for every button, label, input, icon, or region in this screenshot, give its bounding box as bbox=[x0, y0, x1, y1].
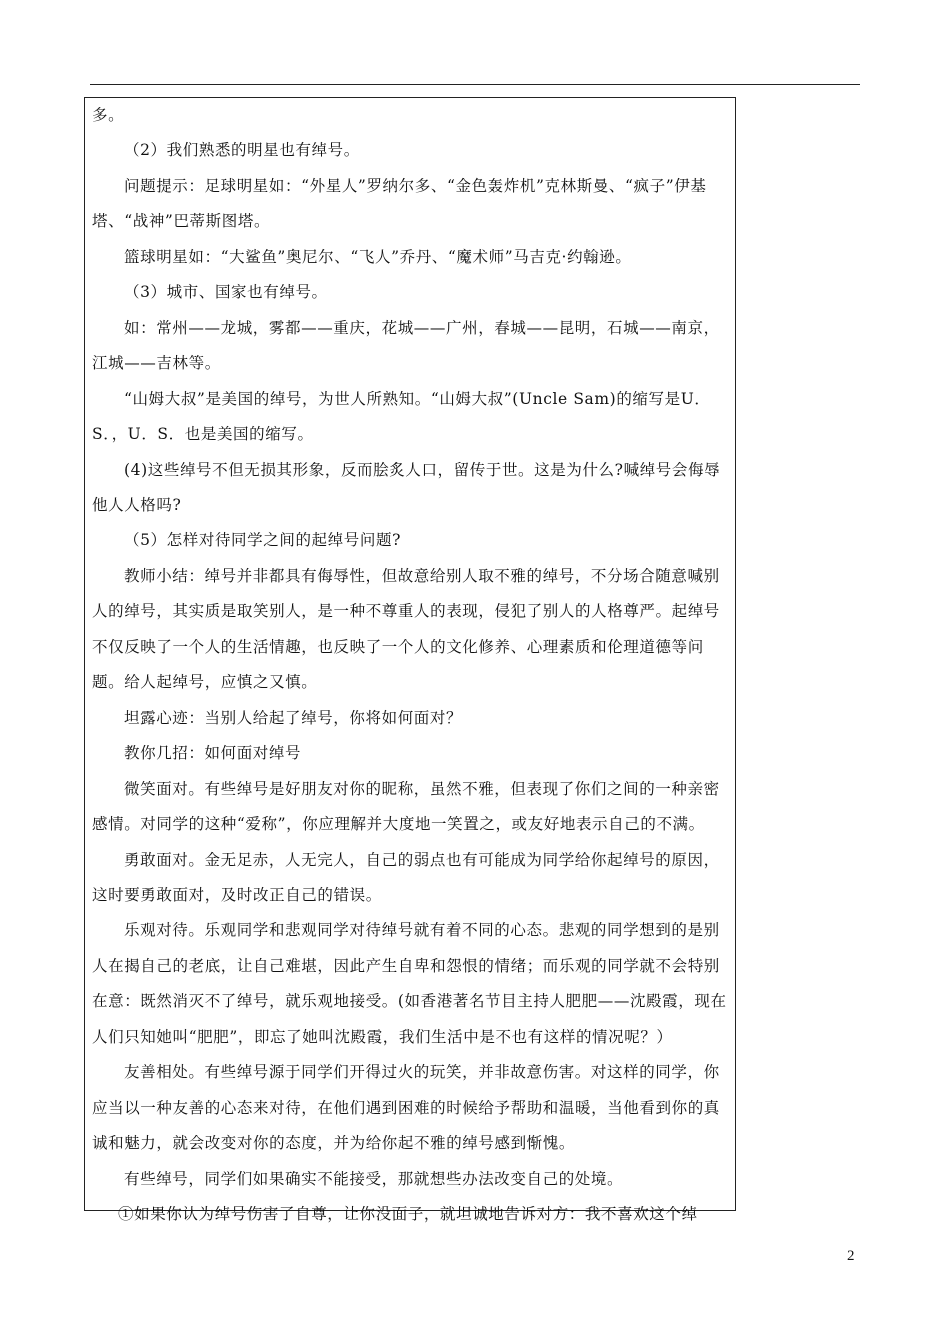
paragraph: 微笑面对。有些绰号是好朋友对你的昵称，虽然不雅，但表现了你们之间的一种亲密感情。对同学的这种“爱称”，你应理解并大度地一笑置之，或友好地表示自己的不满。 bbox=[92, 779, 720, 834]
paragraph: 有些绰号，同学们如果确实不能接受，那就想些办法改变自己的处境。 bbox=[124, 1169, 624, 1188]
paragraph: 篮球明星如：“大鲨鱼”奥尼尔、“飞人”乔丹、“魔术师”马吉克·约翰逊。 bbox=[124, 247, 632, 266]
paragraph: 勇敢面对。金无足赤，人无完人，自己的弱点也有可能成为同学给你起绰号的原因，这时要勇敢面对，及时改正自己的错误。 bbox=[92, 850, 720, 904]
header-rule bbox=[90, 84, 860, 85]
paragraph: 教师小结：绰号并非都具有侮辱性，但故意给别人取不雅的绰号，不分场合随意喊别人的绰号，其实质是取笑别人，是一种不尊重人的表现，侵犯了别人的人格尊严。起绰号不仅反映了一个人的生活情趣，也反映了一个人的文化修养、心理素质和伦理道德等问题。给人起绰号，应慎之又慎。 bbox=[92, 566, 720, 692]
paragraph: （5）怎样对待同学之间的起绰号问题? bbox=[124, 531, 401, 550]
paragraph: 多。 bbox=[92, 106, 125, 124]
paragraph: (4)这些绰号不但无损其形象，反而脍炙人口，留传于世。这是为什么?喊绰号会侮辱他人人格吗? bbox=[92, 460, 721, 514]
paragraph: 问题提示：足球明星如：“外星人”罗纳尔多、“金色轰炸机”克林斯曼、“疯子”伊基塔、“战神”巴蒂斯图塔。 bbox=[92, 176, 707, 231]
paragraph: “山姆大叔”是美国的绰号，为世人所熟知。“山姆大叔”(Uncle Sam)的缩写是U．S．，U．S．也是美国的缩写。 bbox=[92, 389, 711, 444]
page-number: 2 bbox=[847, 1248, 855, 1264]
paragraph: 如：常州——龙城，雾都——重庆，花城——广州，春城——昆明，石城——南京，江城——吉林等。 bbox=[92, 318, 720, 373]
document-body bbox=[92, 98, 732, 1233]
paragraph: 乐观对待。乐观同学和悲观同学对待绰号就有着不同的心态。悲观的同学想到的是别人在揭自己的老底，让自己难堪，因此产生自卑和怨恨的情绪；而乐观的同学就不会特别在意：既然消灭不了绰号，就乐观地接受。(如香港著名节目主持人肥肥——沈殿霞，现在人们只知她叫“肥肥”，即忘了她叫沈殿霞，我们生活中是不也有这样的情况呢？） bbox=[92, 921, 727, 1046]
paragraph: 坦露心迹：当别人给起了绰号，你将如何面对？ bbox=[124, 708, 463, 727]
paragraph: （2）我们熟悉的明星也有绰号。 bbox=[124, 141, 360, 160]
paragraph: 友善相处。有些绰号源于同学们开得过火的玩笑，并非故意伤害。对这样的同学，你应当以一种友善的心态来对待，在他们遇到困难的时候给予帮助和温暖，当他看到你的真诚和魅力，就会改变对你的态度，并为给你起不雅的绰号感到惭愧。 bbox=[92, 1063, 720, 1153]
paragraph: ①如果你认为绰号伤害了自尊，让你没面子，就坦诚地告诉对方：我不喜欢这个绰 bbox=[118, 1205, 698, 1224]
content-frame bbox=[84, 97, 736, 1224]
paragraph: 教你几招：如何面对绰号 bbox=[124, 744, 302, 763]
paragraph: （3）城市、国家也有绰号。 bbox=[124, 283, 328, 302]
